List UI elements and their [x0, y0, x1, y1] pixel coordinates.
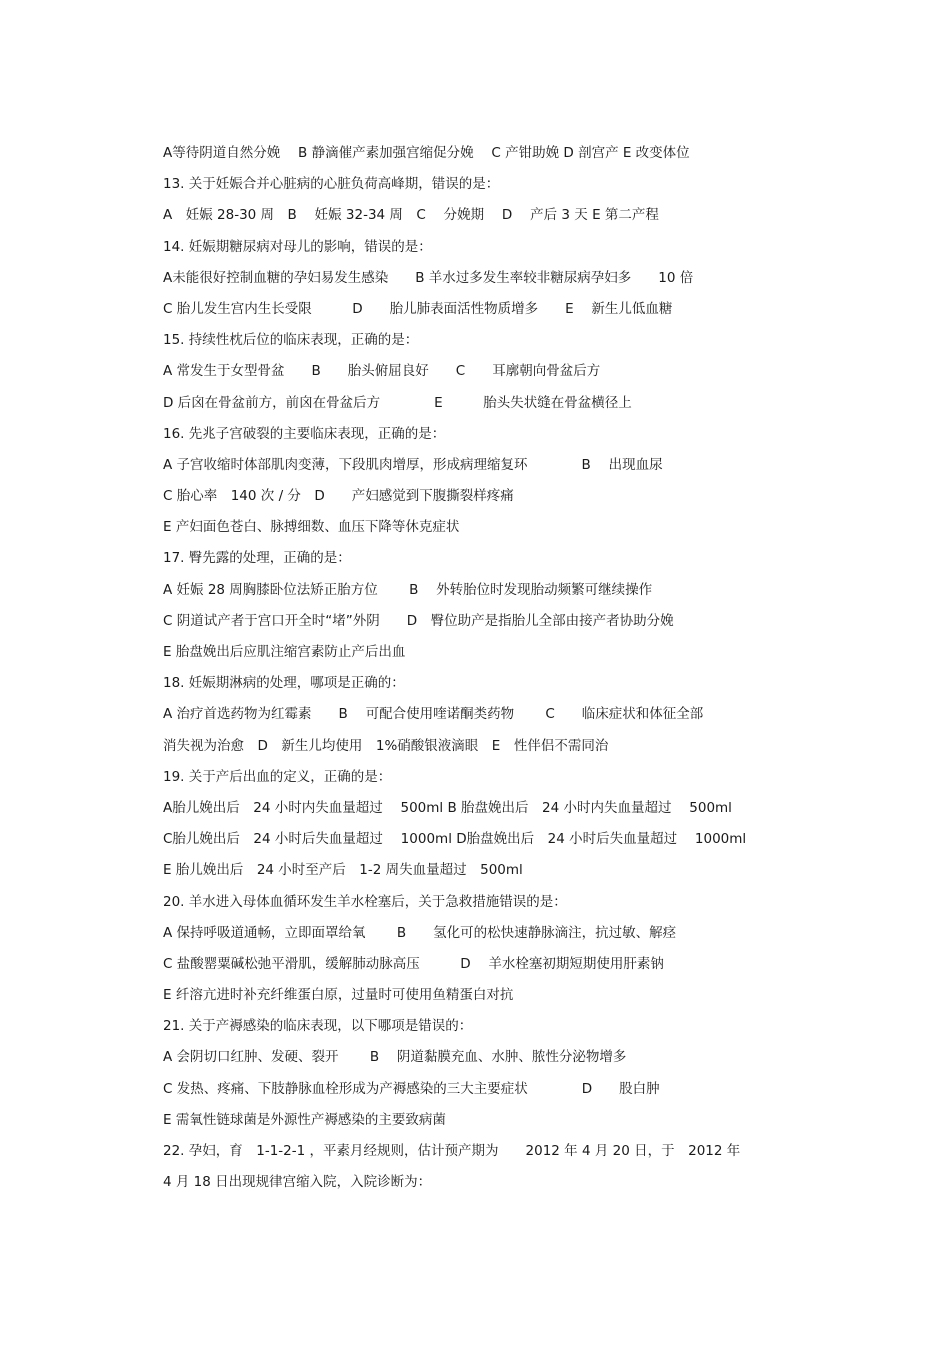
text-line: C胎儿娩出后 24 小时后失血量超过 1000ml D胎盘娩出后 24 小时后失血量超过 1000ml: [163, 831, 747, 848]
question-13: 13. 关于妊娠合并心脏病的心脏负荷高峰期，错误的是：: [163, 176, 500, 193]
text-line: A 子宫收缩时体部肌肉变薄，下段肌肉增厚，形成病理缩复环 B 出现血尿: [163, 456, 663, 473]
text-line: A 常发生于女型骨盆 B 胎头俯屈良好 C 耳廓朝向骨盆后方: [163, 363, 601, 380]
text-line: A胎儿娩出后 24 小时内失血量超过 500ml B 胎盘娩出后 24 小时内失血量超过 500ml: [163, 799, 732, 816]
text-line: E 胎盘娩出后应肌注缩宫素防止产后出血: [163, 644, 406, 660]
text-line: E 产妇面色苍白、脉搏细数、血压下降等休克症状: [163, 519, 460, 536]
text-line: 4 月 18 日出现规律宫缩入院，入院诊断为：: [163, 1174, 432, 1191]
question-17: 17. 臀先露的处理，正确的是：: [163, 550, 351, 567]
text-line: C 发热、疼痛、下肢静脉血栓形成为产褥感染的三大主要症状 D 股白肿: [163, 1080, 660, 1097]
question-18: 18. 妊娠期淋病的处理，哪项是正确的：: [163, 675, 405, 692]
question-20: 20. 羊水进入母体血循环发生羊水栓塞后，关于急救措施错误的是：: [163, 893, 567, 910]
text-line: E 胎儿娩出后 24 小时至产后 1-2 周失血量超过 500ml: [163, 862, 523, 879]
text-line: A 妊娠 28 周胸膝卧位法矫正胎方位 B 外转胎位时发现胎动频繁可继续操作: [163, 581, 653, 598]
text-line: 消失视为治愈 D 新生儿均使用 1%硝酸银液滴眼 E 性伴侣不需同治: [163, 737, 609, 754]
text-line: E 需氧性链球菌是外源性产褥感染的主要致病菌: [163, 1111, 446, 1128]
text-line: A 保持呼吸道通畅，立即面罩给氧 B 氢化可的松快速静脉滴注，抗过敏、解痉: [163, 924, 677, 941]
text-line: A 妊娠 28-30 周 B 妊娠 32-34 周 C 分娩期 D 产后 3 天 E 第二产程: [163, 207, 659, 224]
text-line: C 阴道试产者于宫口开全时“堵”外阴 D 臀位助产是指胎儿全部由接产者协助分娩: [163, 612, 674, 629]
text-line: C 胎心率 140 次 / 分 D 产妇感觉到下腹撕裂样疼痛: [163, 488, 514, 505]
text-line: A未能很好控制血糖的孕妇易发生感染 B 羊水过多发生率较非糖尿病孕妇多 10 倍: [163, 269, 694, 286]
question-15: 15. 持续性枕后位的临床表现，正确的是：: [163, 332, 419, 349]
question-19: 19. 关于产后出血的定义，正确的是：: [163, 768, 392, 785]
question-21: 21. 关于产褥感染的临床表现，以下哪项是错误的：: [163, 1018, 473, 1035]
question-14: 14. 妊娠期糖尿病对母儿的影响，错误的是：: [163, 238, 432, 255]
document-page: [163, 138, 803, 1198]
question-22: 22. 孕妇，育 1-1-2-1 ，平素月经规则，估计预产期为 2012 年 4 月 20 日，于 2012 年: [163, 1143, 741, 1159]
question-16: 16. 先兆子宫破裂的主要临床表现，正确的是：: [163, 425, 446, 442]
text-line: D 后囟在骨盆前方，前囟在骨盆后方 E 胎头失状缝在骨盆横径上: [163, 394, 632, 411]
text-line: A等待阴道自然分娩 B 静滴催产素加强宫缩促分娩 C 产钳助娩 D 剖宫产 E 改变体位: [163, 145, 690, 161]
text-line: A 治疗首选药物为红霉素 B 可配合使用喹诺酮类药物 C 临床症状和体征全部: [163, 706, 704, 723]
text-line: C 胎儿发生宫内生长受限 D 胎儿肺表面活性物质增多 E 新生儿低血糖: [163, 300, 673, 317]
text-line: A 会阴切口红肿、发硬、裂开 B 阴道黏膜充血、水肿、脓性分泌物增多: [163, 1049, 627, 1066]
text-line: C 盐酸罂粟碱松弛平滑肌，缓解肺动脉高压 D 羊水栓塞初期短期使用肝素钠: [163, 955, 664, 972]
text-line: E 纤溶亢进时补充纤维蛋白原，过量时可使用鱼精蛋白对抗: [163, 987, 514, 1004]
